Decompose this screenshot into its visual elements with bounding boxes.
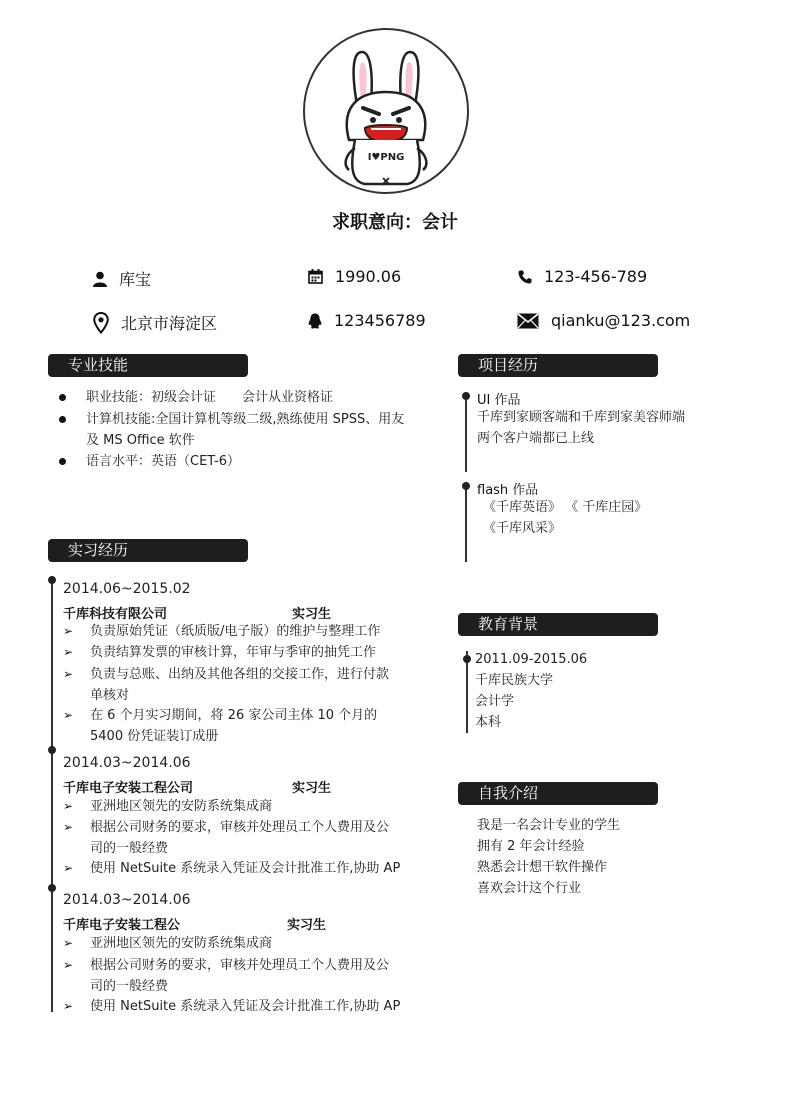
info-address — [93, 311, 217, 334]
rabbit-avatar-icon — [305, 30, 469, 194]
info-email — [517, 311, 690, 330]
qq-penguin-icon — [308, 313, 322, 329]
arrow-bullet-icon: ➢ — [63, 645, 74, 659]
avatar-badge: I♥PNG — [367, 152, 405, 163]
project-line: 《千库风采》 — [483, 521, 562, 536]
project-name: UI 作品 — [477, 393, 521, 408]
entry-role: 实习生 — [292, 781, 332, 796]
birth-text: 1990.06 — [335, 267, 402, 286]
arrow-bullet-icon: ➢ — [63, 999, 74, 1013]
phone-text: 123-456-789 — [544, 267, 648, 286]
address-text: 北京市海淀区 — [121, 314, 218, 333]
timeline-dot — [462, 392, 470, 400]
skill-item-continuation: 及 MS Office 软件 — [86, 433, 195, 448]
entry-company: 千库电子安装工程公 — [63, 918, 181, 933]
project-line: 两个客户端都已上线 — [477, 431, 595, 446]
entry-line: 司的一般经费 — [90, 841, 169, 856]
skill-item: 计算机技能:全国计算机等级二级,熟练使用 SPSS、用友 — [86, 412, 405, 427]
timeline-line — [51, 576, 53, 1012]
timeline-line — [465, 482, 467, 562]
section-education-header: 教育背景 — [458, 613, 658, 636]
person-icon — [93, 271, 107, 287]
arrow-bullet-icon: ➢ — [63, 958, 74, 972]
entry-line: 使用 NetSuite 系统录入凭证及会计批准工作,协助 AP — [90, 861, 401, 876]
skill-item: 职业技能：初级会计证 会计从业资格证 — [86, 390, 334, 405]
self-intro-line: 拥有 2 年会计经验 — [477, 839, 585, 854]
timeline-dot — [48, 746, 56, 754]
bullet-icon — [59, 416, 66, 423]
entry-role: 实习生 — [292, 607, 332, 622]
project-line: 《千库英语》 《 千库庄园》 — [483, 500, 648, 515]
qq-text: 123456789 — [334, 311, 426, 330]
email-text: qianku@123.com — [551, 311, 691, 330]
entry-line: 司的一般经费 — [90, 979, 169, 994]
avatar — [303, 28, 469, 194]
arrow-bullet-icon: ➢ — [63, 667, 74, 681]
arrow-bullet-icon: ➢ — [63, 708, 74, 722]
arrow-bullet-icon: ➢ — [63, 936, 74, 950]
project-name: flash 作品 — [477, 483, 539, 498]
entry-line: 负责原始凭证（纸质版/电子版）的维护与整理工作 — [90, 624, 381, 639]
section-internship-header: 实习经历 — [48, 539, 248, 562]
entry-line: 使用 NetSuite 系统录入凭证及会计批准工作,协助 AP — [90, 999, 401, 1014]
skill-item: 语言水平：英语（CET-6） — [86, 454, 241, 469]
section-self-intro-header: 自我介绍 — [458, 782, 658, 805]
info-qq — [308, 311, 426, 330]
entry-line: 根据公司财务的要求，审核并处理员工个人费用及公 — [90, 958, 390, 973]
entry-line: 负责结算发票的审核计算，年审与季审的抽凭工作 — [90, 645, 377, 660]
entry-role: 实习生 — [287, 918, 327, 933]
timeline-dot — [463, 655, 471, 663]
entry-line: 亚洲地区领先的安防系统集成商 — [90, 799, 273, 814]
entry-line: 负责与总账、出纳及其他各组的交接工作，进行付款 — [90, 667, 390, 682]
self-intro-line: 喜欢会计这个行业 — [477, 881, 582, 896]
timeline-dot — [48, 576, 56, 584]
bullet-icon — [59, 394, 66, 401]
name-text: 库宝 — [119, 270, 152, 289]
mail-icon — [517, 313, 539, 329]
location-pin-icon — [93, 312, 109, 334]
arrow-bullet-icon: ➢ — [63, 861, 74, 875]
timeline-line — [465, 392, 467, 472]
timeline-dot — [462, 482, 470, 490]
info-name — [93, 267, 151, 290]
entry-line: 5400 份凭证装订成册 — [90, 729, 219, 744]
timeline-dot — [48, 884, 56, 892]
entry-line: 单核对 — [90, 688, 130, 703]
bullet-icon — [59, 458, 66, 465]
education-school: 千库民族大学 — [475, 673, 554, 688]
arrow-bullet-icon: ➢ — [63, 799, 74, 813]
info-phone — [518, 267, 647, 286]
calendar-icon — [308, 269, 323, 284]
arrow-bullet-icon: ➢ — [63, 624, 74, 638]
section-skills-header: 专业技能 — [48, 354, 248, 377]
education-degree: 本科 — [475, 715, 502, 730]
entry-company: 千库电子安装工程公司 — [63, 781, 194, 796]
self-intro-line: 熟悉会计想干软件操作 — [477, 860, 608, 875]
phone-icon — [518, 270, 532, 284]
project-line: 千库到家顾客端和千库到家美容师端 — [477, 410, 686, 425]
entry-line: 在 6 个月实习期间，将 26 家公司主体 10 个月的 — [90, 708, 378, 723]
info-birth — [308, 267, 401, 286]
entry-company: 千库科技有限公司 — [63, 607, 168, 622]
arrow-bullet-icon: ➢ — [63, 820, 74, 834]
entry-line: 根据公司财务的要求，审核并处理员工个人费用及公 — [90, 820, 390, 835]
self-intro-line: 我是一名会计专业的学生 — [477, 818, 621, 833]
entry-date: 2014.03~2014.06 — [63, 892, 191, 908]
section-projects-header: 项目经历 — [458, 354, 658, 377]
entry-date: 2014.03~2014.06 — [63, 755, 191, 771]
entry-date: 2014.06~2015.02 — [63, 581, 191, 597]
education-major: 会计学 — [475, 694, 515, 709]
entry-line: 亚洲地区领先的安防系统集成商 — [90, 936, 273, 951]
timeline-line — [466, 651, 468, 733]
job-objective: 求职意向：会计 — [332, 212, 458, 233]
education-date: 2011.09-2015.06 — [475, 652, 588, 667]
